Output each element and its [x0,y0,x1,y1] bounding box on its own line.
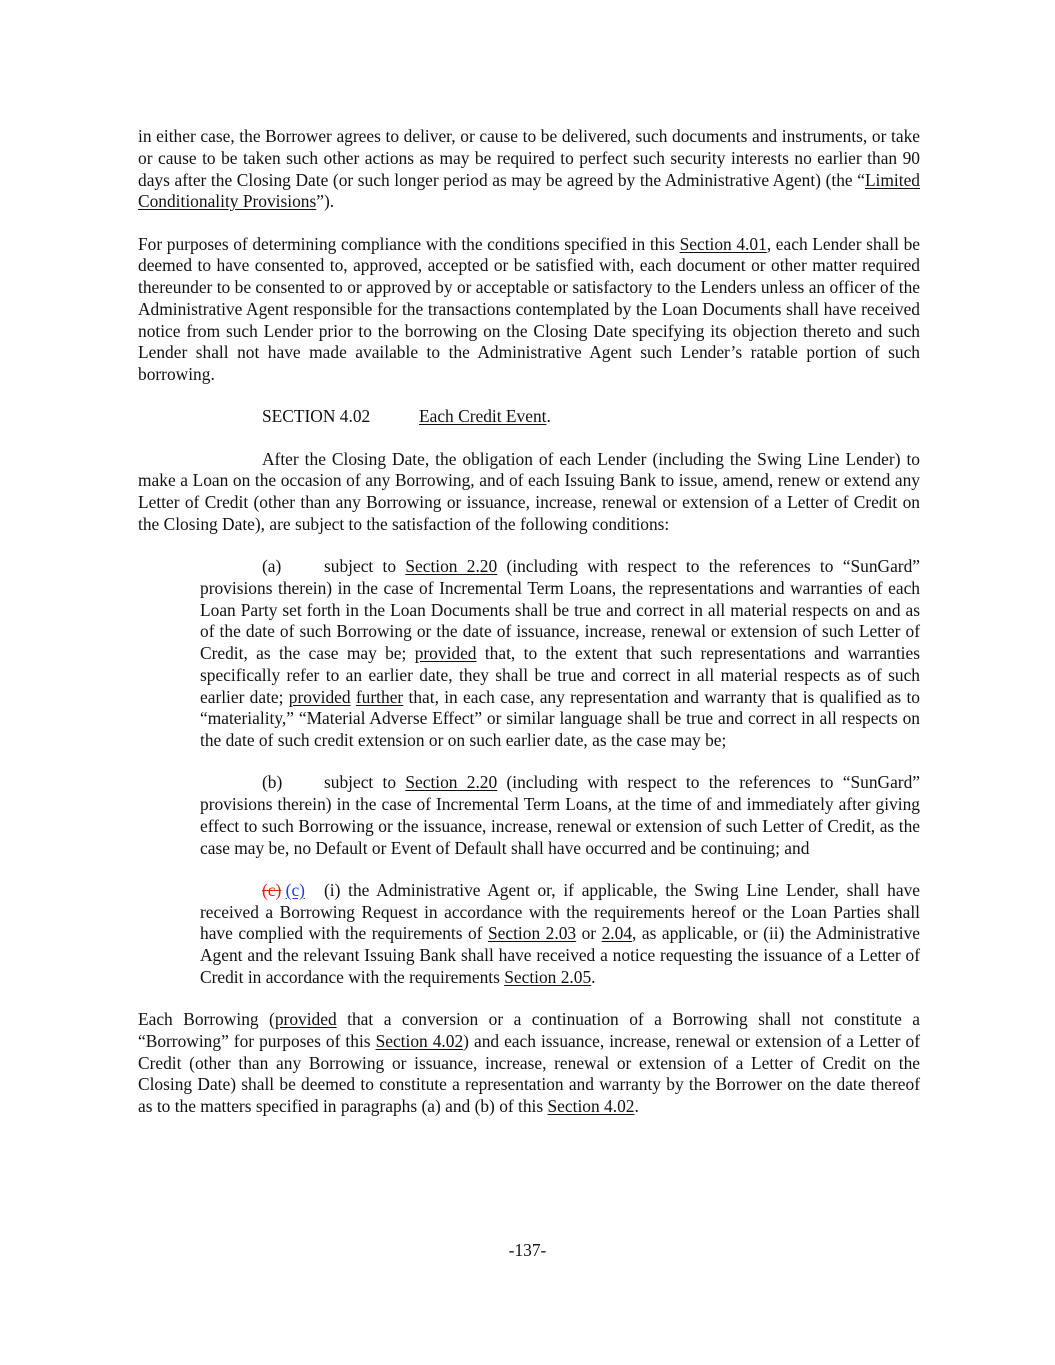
paragraph-credit-event [138,449,920,536]
section-reference-2-05[interactable]: Section 2.05 [504,966,592,987]
term-provided: provided [288,686,351,707]
condition-c-text [200,880,920,989]
condition-text: (i) the Administrative Agent or, if applicable, the Swing Line Lender, shall have received a Borrowing Request in accordance with the requirements hereof or the Loan Parties shall have complied with the requirements of [200,879,920,944]
term-further: further [355,686,404,707]
section-reference-2-03[interactable]: Section 2.03 [487,923,577,944]
condition-b-text [200,772,920,859]
condition-text: subject to [324,556,406,576]
section-reference-2-04[interactable]: 2.04 [601,923,633,944]
page-number: -137- [508,1240,547,1260]
paragraph-limited-conditionality [138,126,920,213]
condition-text: (including with respect to the references to “SunGard” provisions therein) in the case of Incremental Term Loans, the representations and warranties of each Loan Party set forth in the Loan Documents shall be true and correct in all material respects on and as of the date of such Borrowing or the date of issuance, increase, renewal or extension of such Letter of Credit, as the case may be; [200,556,920,663]
paragraph-text: For purposes of determining compliance with the conditions specified in this [138,233,680,254]
paragraph-text: . [634,1096,639,1116]
section-number: SECTION 4.02 [262,406,371,427]
condition-label: (b) [262,772,283,793]
paragraph-compliance [138,234,920,386]
section-reference-2-20[interactable]: Section 2.20 [405,556,498,576]
inserted-label: (c) [285,879,305,900]
condition-text: that, in each case, any representation and warranty that is qualified as to “materiality,” “Material Adverse Effect” or similar language shall be true and correct in all respects on the date of such credit extension or on such earlier date, as the case may be; [200,686,920,750]
condition-a [200,556,920,752]
paragraph-text: Each Borrowing ( [138,1009,275,1029]
condition-c [200,880,920,989]
condition-text: (including with respect to the references to “SunGard” provisions therein) in the case of Incremental Term Loans, at the time of and immediately after giving effect to such Borrowing or the issuance, increase, renewal or extension of such Letter of Credit, as the case may be, no Default or Event of Default shall have occurred and be continuing; and [200,772,920,858]
condition-text: or [576,923,602,944]
section-heading [138,406,920,428]
condition-text: that, to the extent that such representations and warranties specifically refer to an earlier date, they shall be true and correct in all material respects as of such earlier date; [200,643,920,707]
page-body [138,126,920,1118]
condition-text: , as applicable, or (ii) the Administrative Agent and the relevant Issuing Bank shall have received a notice requesting the issuance of a Letter of Credit in accordance with the requirements [200,923,921,987]
section-reference-4-02[interactable]: Section 4.02 [547,1096,635,1116]
paragraph-text: , each Lender shall be deemed to have consented to, approved, accepted or be satisfied with, each document or other matter required thereunder to be consented to or approved by or acceptable or satisfactory to the Lenders unless an officer of the Administrative Agent responsible for the transactions contemplated by the Loan Documents shall have received notice from such Lender prior to the borrowing on the Closing Date specifying its objection thereto and such Lender shall not have made available to the Administrative Agent such Lender’s ratable portion of such borrowing. [138,233,921,384]
defined-term-limited-conditionality: Limited Conditionality Provisions [138,169,920,212]
paragraph-each-borrowing [138,1009,920,1118]
deleted-label: (c) [262,879,282,900]
paragraph-text: that a conversion or a continuation of a Borrowing shall not constitute a “Borrowing” for purposes of this [138,1009,920,1051]
condition-text: subject to [324,772,406,793]
section-reference-4-02[interactable]: Section 4.02 [375,1030,464,1051]
condition-label [262,880,324,902]
section-reference-4-01[interactable]: Section 4.01 [679,233,767,254]
term-provided: provided [274,1009,337,1029]
condition-label: (a) [262,556,282,576]
section-title: Each Credit Event [419,406,547,427]
paragraph-text: After the Closing Date, the obligation of each Lender (including the Swing Line Lender) to make a Loan on the occasion of any Borrowing, and of each Issuing Bank to issue, amend, renew or extend any Letter of Credit (other than any Borrowing or issuance, increase, renewal or extension of a Letter of Credit on the Closing Date), are subject to the satisfaction of the following conditions: [138,448,920,534]
condition-text: . [591,966,596,987]
paragraph-text: ”). [316,191,335,212]
section-reference-2-20[interactable]: Section 2.20 [405,772,498,793]
condition-a-text [200,556,920,752]
term-provided: provided [414,643,477,663]
paragraph-text: ) and each issuance, increase, renewal or extension of a Letter of Credit (other than any Borrowing or issuance, increase, renewal or extension of a Letter of Credit on the Closing Date) shall be deemed to constitute a representation and warranty by the Borrower on the date thereof as to the matters specified in paragraphs (a) and (b) of this [138,1030,920,1116]
section-title-period: . [546,406,551,427]
condition-b [200,772,920,859]
paragraph-text: in either case, the Borrower agrees to deliver, or cause to be delivered, such documents and instruments, or take or cause to be taken such other actions as may be required to perfect such security interests no earlier than 90 days after the Closing Date (or such longer period as may be agreed by the Administrative Agent) (the “ [138,126,920,190]
